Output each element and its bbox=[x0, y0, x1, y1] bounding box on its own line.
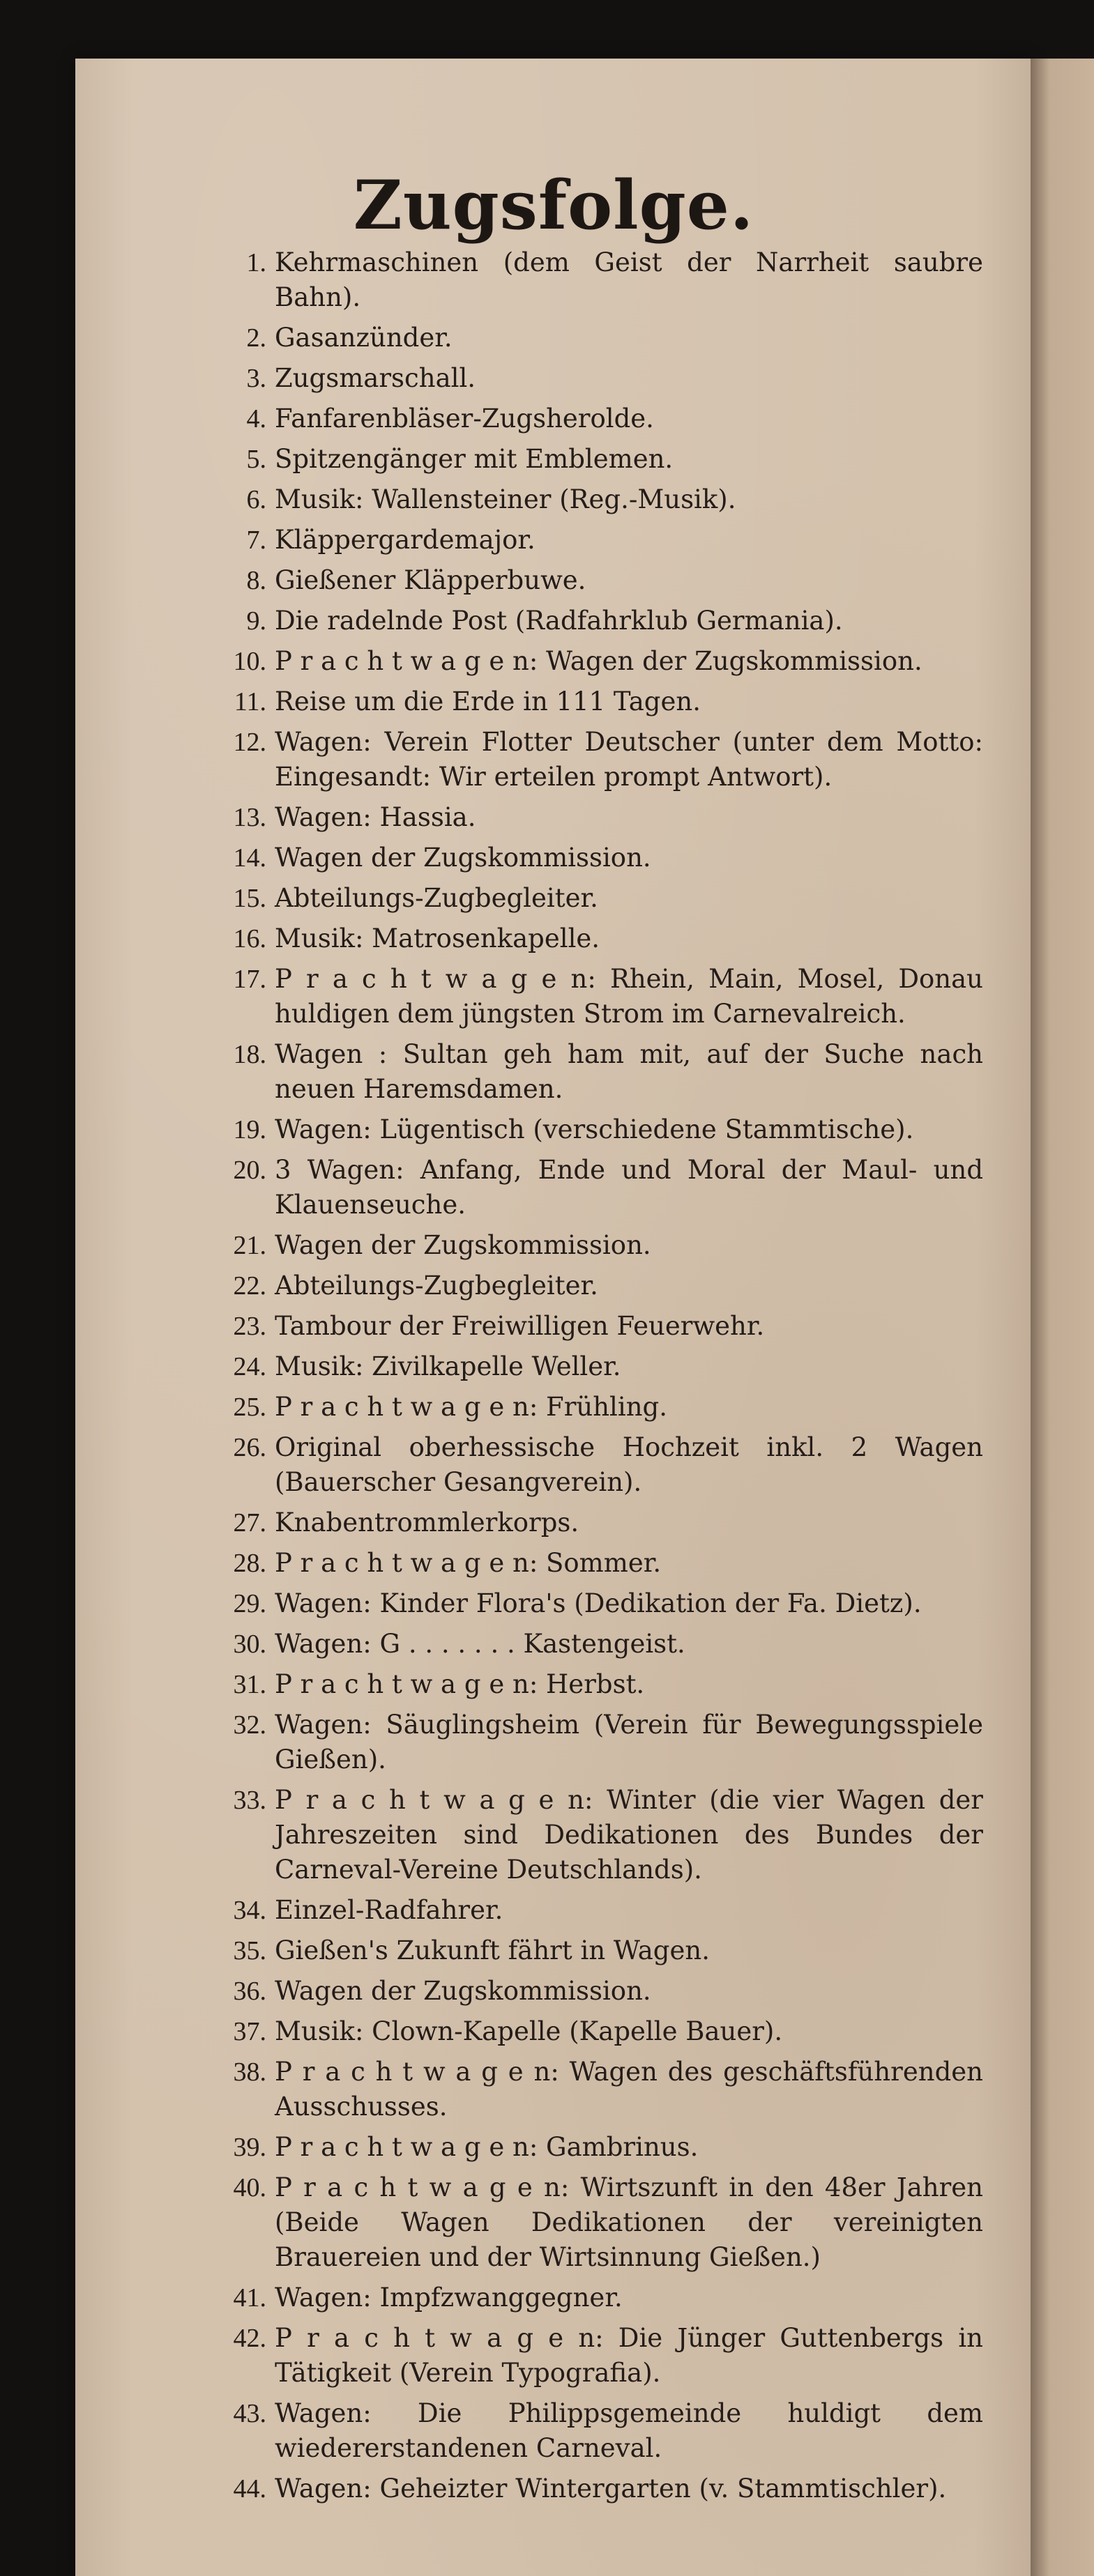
list-item bbox=[209, 1893, 983, 1928]
list-item bbox=[209, 1974, 983, 2009]
entry-text: P r a c h t w a g e n: Die Jünger Guttenbergs in Tätigkeit (Verein Typografia). bbox=[275, 2323, 983, 2388]
procession-order-list bbox=[209, 245, 983, 2512]
entry-text: Abteilungs-Zugbegleiter. bbox=[275, 883, 598, 913]
list-item bbox=[209, 881, 983, 916]
list-item bbox=[209, 1390, 983, 1425]
list-item bbox=[209, 1627, 983, 1662]
list-item bbox=[209, 401, 983, 436]
list-item bbox=[209, 841, 983, 875]
entry-number: 40. bbox=[233, 2173, 266, 2202]
entry-number: 12. bbox=[233, 728, 266, 757]
entry-text: Tambour der Freiwilligen Feuerwehr. bbox=[275, 1311, 765, 1341]
list-item bbox=[209, 1933, 983, 1968]
entry-number: 13. bbox=[233, 803, 266, 832]
entry-text: P r a c h t w a g e n: Frühling. bbox=[275, 1392, 668, 1422]
entry-number: 5. bbox=[246, 445, 266, 474]
list-item bbox=[209, 563, 983, 598]
list-item bbox=[209, 1708, 983, 1777]
list-item bbox=[209, 1228, 983, 1263]
entry-number: 38. bbox=[233, 2057, 266, 2087]
entry-number: 15. bbox=[233, 884, 266, 913]
list-item bbox=[209, 321, 983, 355]
list-item bbox=[209, 684, 983, 719]
entry-text: Wagen: Lügentisch (verschiedene Stammtische). bbox=[275, 1114, 914, 1144]
entry-text: Wagen: Verein Flotter Deutscher (unter dem Motto: Eingesandt: Wir erteilen prompt Antwort). bbox=[275, 727, 983, 792]
entry-text: Musik: Wallensteiner (Reg.-Musik). bbox=[275, 484, 736, 514]
list-item bbox=[209, 1586, 983, 1621]
list-item bbox=[209, 921, 983, 956]
list-item bbox=[209, 2055, 983, 2124]
list-item bbox=[209, 2014, 983, 2049]
entry-text: Wagen: Hassia. bbox=[275, 802, 476, 832]
entry-text: Fanfarenbläser-Zugsherolde. bbox=[275, 404, 654, 434]
entry-number: 10. bbox=[233, 647, 266, 676]
entry-number: 29. bbox=[233, 1589, 266, 1618]
entry-text: Kläppergardemajor. bbox=[275, 525, 535, 555]
list-item bbox=[209, 1430, 983, 1500]
list-item bbox=[209, 2321, 983, 2391]
entry-number: 33. bbox=[233, 1786, 266, 1815]
entry-text: P r a c h t w a g e n: Winter (die vier Wagen der Jahreszeiten sind Dedikationen des Bundes der Carneval-Vereine Deutschlands). bbox=[275, 1785, 983, 1885]
list-item bbox=[209, 1349, 983, 1384]
entry-text: Wagen der Zugskommission. bbox=[275, 1976, 651, 2006]
entry-text: Gasanzünder. bbox=[275, 323, 453, 353]
entry-number: 14. bbox=[233, 843, 266, 873]
entry-text: Wagen der Zugskommission. bbox=[275, 1230, 651, 1260]
list-item bbox=[209, 1667, 983, 1702]
entry-number: 6. bbox=[246, 485, 266, 514]
entry-text: Wagen : Sultan geh ham mit, auf der Suche nach neuen Haremsdamen. bbox=[275, 1039, 983, 1104]
entry-number: 4. bbox=[246, 404, 266, 434]
entry-number: 19. bbox=[233, 1115, 266, 1144]
list-item bbox=[209, 725, 983, 795]
entry-number: 41. bbox=[233, 2283, 266, 2313]
list-item bbox=[209, 2130, 983, 2165]
entry-number: 43. bbox=[233, 2399, 266, 2428]
entry-text: Wagen: Kinder Flora's (Dedikation der Fa. Dietz). bbox=[275, 1588, 922, 1618]
entry-number: 30. bbox=[233, 1630, 266, 1659]
entry-number: 3. bbox=[246, 364, 266, 393]
list-item bbox=[209, 2280, 983, 2315]
entry-text: Einzel-Radfahrer. bbox=[275, 1895, 503, 1925]
entry-text: Die radelnde Post (Radfahrklub Germania). bbox=[275, 606, 843, 636]
list-item bbox=[209, 1112, 983, 1147]
entry-text: Reise um die Erde in 111 Tagen. bbox=[275, 687, 701, 716]
entry-text: P r a c h t w a g e n: Wagen des geschäftsführenden Ausschusses. bbox=[275, 2057, 983, 2122]
entry-number: 34. bbox=[233, 1896, 266, 1925]
list-item bbox=[209, 1546, 983, 1581]
entry-number: 42. bbox=[233, 2324, 266, 2353]
entry-text: P r a c h t w a g e n: Sommer. bbox=[275, 1548, 662, 1578]
list-item bbox=[209, 482, 983, 517]
entry-number: 22. bbox=[233, 1271, 266, 1301]
entry-text: Gießener Kläpperbuwe. bbox=[275, 565, 586, 595]
entry-number: 9. bbox=[246, 606, 266, 636]
list-item bbox=[209, 644, 983, 679]
list-item bbox=[209, 2170, 983, 2275]
entry-number: 1. bbox=[246, 248, 266, 277]
entry-number: 8. bbox=[246, 566, 266, 595]
entry-number: 27. bbox=[233, 1508, 266, 1538]
entry-text: Musik: Zivilkapelle Weller. bbox=[275, 1351, 621, 1381]
entry-text: P r a c h t w a g e n: Herbst. bbox=[275, 1669, 645, 1699]
entry-text: Kehrmaschinen (dem Geist der Narrheit saubre Bahn). bbox=[275, 247, 983, 312]
entry-text: Spitzengänger mit Emblemen. bbox=[275, 444, 674, 474]
list-item bbox=[209, 1505, 983, 1540]
list-item bbox=[209, 962, 983, 1032]
entry-number: 11. bbox=[234, 687, 266, 716]
entry-text: Wagen: Säuglingsheim (Verein für Bewegungsspiele Gießen). bbox=[275, 1710, 983, 1774]
entry-number: 18. bbox=[233, 1040, 266, 1069]
entry-number: 7. bbox=[246, 526, 266, 555]
list-item bbox=[209, 523, 983, 558]
entry-text: Wagen der Zugskommission. bbox=[275, 843, 651, 873]
list-item bbox=[209, 1268, 983, 1303]
list-item bbox=[209, 1309, 983, 1344]
list-item bbox=[209, 361, 983, 396]
page-title: Zugsfolge. bbox=[353, 166, 754, 245]
entry-number: 16. bbox=[233, 924, 266, 953]
entry-number: 28. bbox=[233, 1549, 266, 1578]
entry-number: 26. bbox=[233, 1433, 266, 1462]
entry-text: Musik: Clown-Kapelle (Kapelle Bauer). bbox=[275, 2016, 783, 2046]
entry-text: P r a c h t w a g e n: Gambrinus. bbox=[275, 2132, 699, 2162]
list-item bbox=[209, 604, 983, 638]
entry-number: 23. bbox=[233, 1312, 266, 1341]
list-item bbox=[209, 1037, 983, 1107]
entry-text: Zugsmarschall. bbox=[275, 363, 476, 393]
entry-text: 3 Wagen: Anfang, Ende und Moral der Maul- und Klauenseuche. bbox=[275, 1155, 983, 1220]
list-item bbox=[209, 800, 983, 835]
list-item bbox=[209, 2396, 983, 2466]
entry-text: P r a c h t w a g e n: Wirtszunft in den 48er Jahren (Beide Wagen Dedikationen der vereinigten Brauereien und der Wirtsinnung Gießen.) bbox=[275, 2172, 983, 2272]
entry-text: Wagen: Geheizter Wintergarten (v. Stammtischler). bbox=[275, 2474, 947, 2504]
entry-text: Gießen's Zukunft fährt in Wagen. bbox=[275, 1935, 710, 1965]
list-item bbox=[209, 245, 983, 315]
entry-text: Wagen: G . . . . . . . Kastengeist. bbox=[275, 1629, 685, 1659]
entry-text: Knabentrommlerkorps. bbox=[275, 1508, 579, 1538]
entry-number: 44. bbox=[233, 2474, 266, 2504]
entry-number: 31. bbox=[233, 1670, 266, 1699]
entry-text: Wagen: Impfzwanggegner. bbox=[275, 2283, 623, 2313]
entry-text: Musik: Matrosenkapelle. bbox=[275, 923, 600, 953]
entry-number: 32. bbox=[233, 1710, 266, 1740]
list-item bbox=[209, 1783, 983, 1887]
entry-number: 36. bbox=[233, 1977, 266, 2006]
entry-number: 2. bbox=[246, 323, 266, 353]
entry-number: 17. bbox=[233, 965, 266, 994]
list-item bbox=[209, 2471, 983, 2506]
entry-number: 39. bbox=[233, 2133, 266, 2162]
entry-number: 24. bbox=[233, 1352, 266, 1381]
adjacent-page-edge bbox=[1031, 59, 1094, 2576]
entry-text: Original oberhessische Hochzeit inkl. 2 Wagen (Bauerscher Gesangverein). bbox=[275, 1432, 983, 1497]
list-item bbox=[209, 1153, 983, 1222]
entry-text: Wagen: Die Philippsgemeinde huldigt dem wiedererstandenen Carneval. bbox=[275, 2398, 983, 2463]
entry-text: Abteilungs-Zugbegleiter. bbox=[275, 1271, 598, 1301]
entry-text: P r a c h t w a g e n: Rhein, Main, Mosel, Donau huldigen dem jüngsten Strom im Carnevalreich. bbox=[275, 964, 983, 1029]
entry-number: 25. bbox=[233, 1393, 266, 1422]
entry-number: 20. bbox=[233, 1156, 266, 1185]
list-item bbox=[209, 442, 983, 477]
entry-number: 35. bbox=[233, 1936, 266, 1965]
entry-number: 37. bbox=[233, 2017, 266, 2046]
entry-text: P r a c h t w a g e n: Wagen der Zugskommission. bbox=[275, 646, 922, 676]
entry-number: 21. bbox=[233, 1231, 266, 1260]
